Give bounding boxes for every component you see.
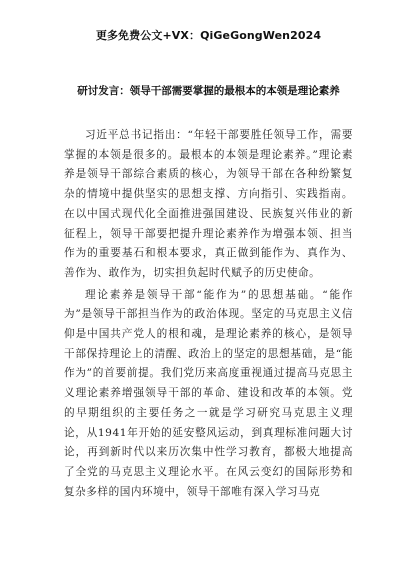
document-body [64, 126, 353, 502]
paragraph-1: 习近平总书记指出：“年轻干部要胜任领导工作，需要掌握的本领是很多的。最根本的本领是理论素养。”理论素养是领导干部综合素质的核心，为领导干部在各种纷繁复杂的情境中提供坚实的思想支撑、方向指引、实践指南。在以中国式现代化全面推进强国建设、民族复兴伟业的新征程上，领导干部要把提升理论素养作为增强本领、担当作为的重要基石和根本要求，真正做到能作为、真作为、善作为、敢作为，切实担负起时代赋予的历史使命。 [64, 129, 353, 279]
page-header: 更多免费公文+VX：QiGeGongWen2024 [95, 29, 322, 42]
document-title: 研讨发言：领导干部需要掌握的最根本的本领是理论素养 [77, 85, 340, 97]
paragraph-2: 理论素养是领导干部“能作为”的思想基础。“能作为”是领导干部担当作为的政治体现。坚定的马克思主义信仰是中国共产党人的根和魂，是理论素养的核心，是领导干部保持理论上的清醒、政治上的坚定的思想基础，是“能作为”的首要前提。我们党历来高度重视通过提高马克思主义理论素养增强领导干部的革命、建设和改革的本领。党的早期组织的主要任务之一就是学习研究马克思主义理论，从1941年开始的延安整风运动，到真理标准问题大讨论，再到新时代以来历次集中性学习教育，都极大地提高了全党的马克思主义理论水平。在风云变幻的国际形势和复杂多样的国内环境中，领导干部唯有深入学习马克 [64, 288, 353, 498]
